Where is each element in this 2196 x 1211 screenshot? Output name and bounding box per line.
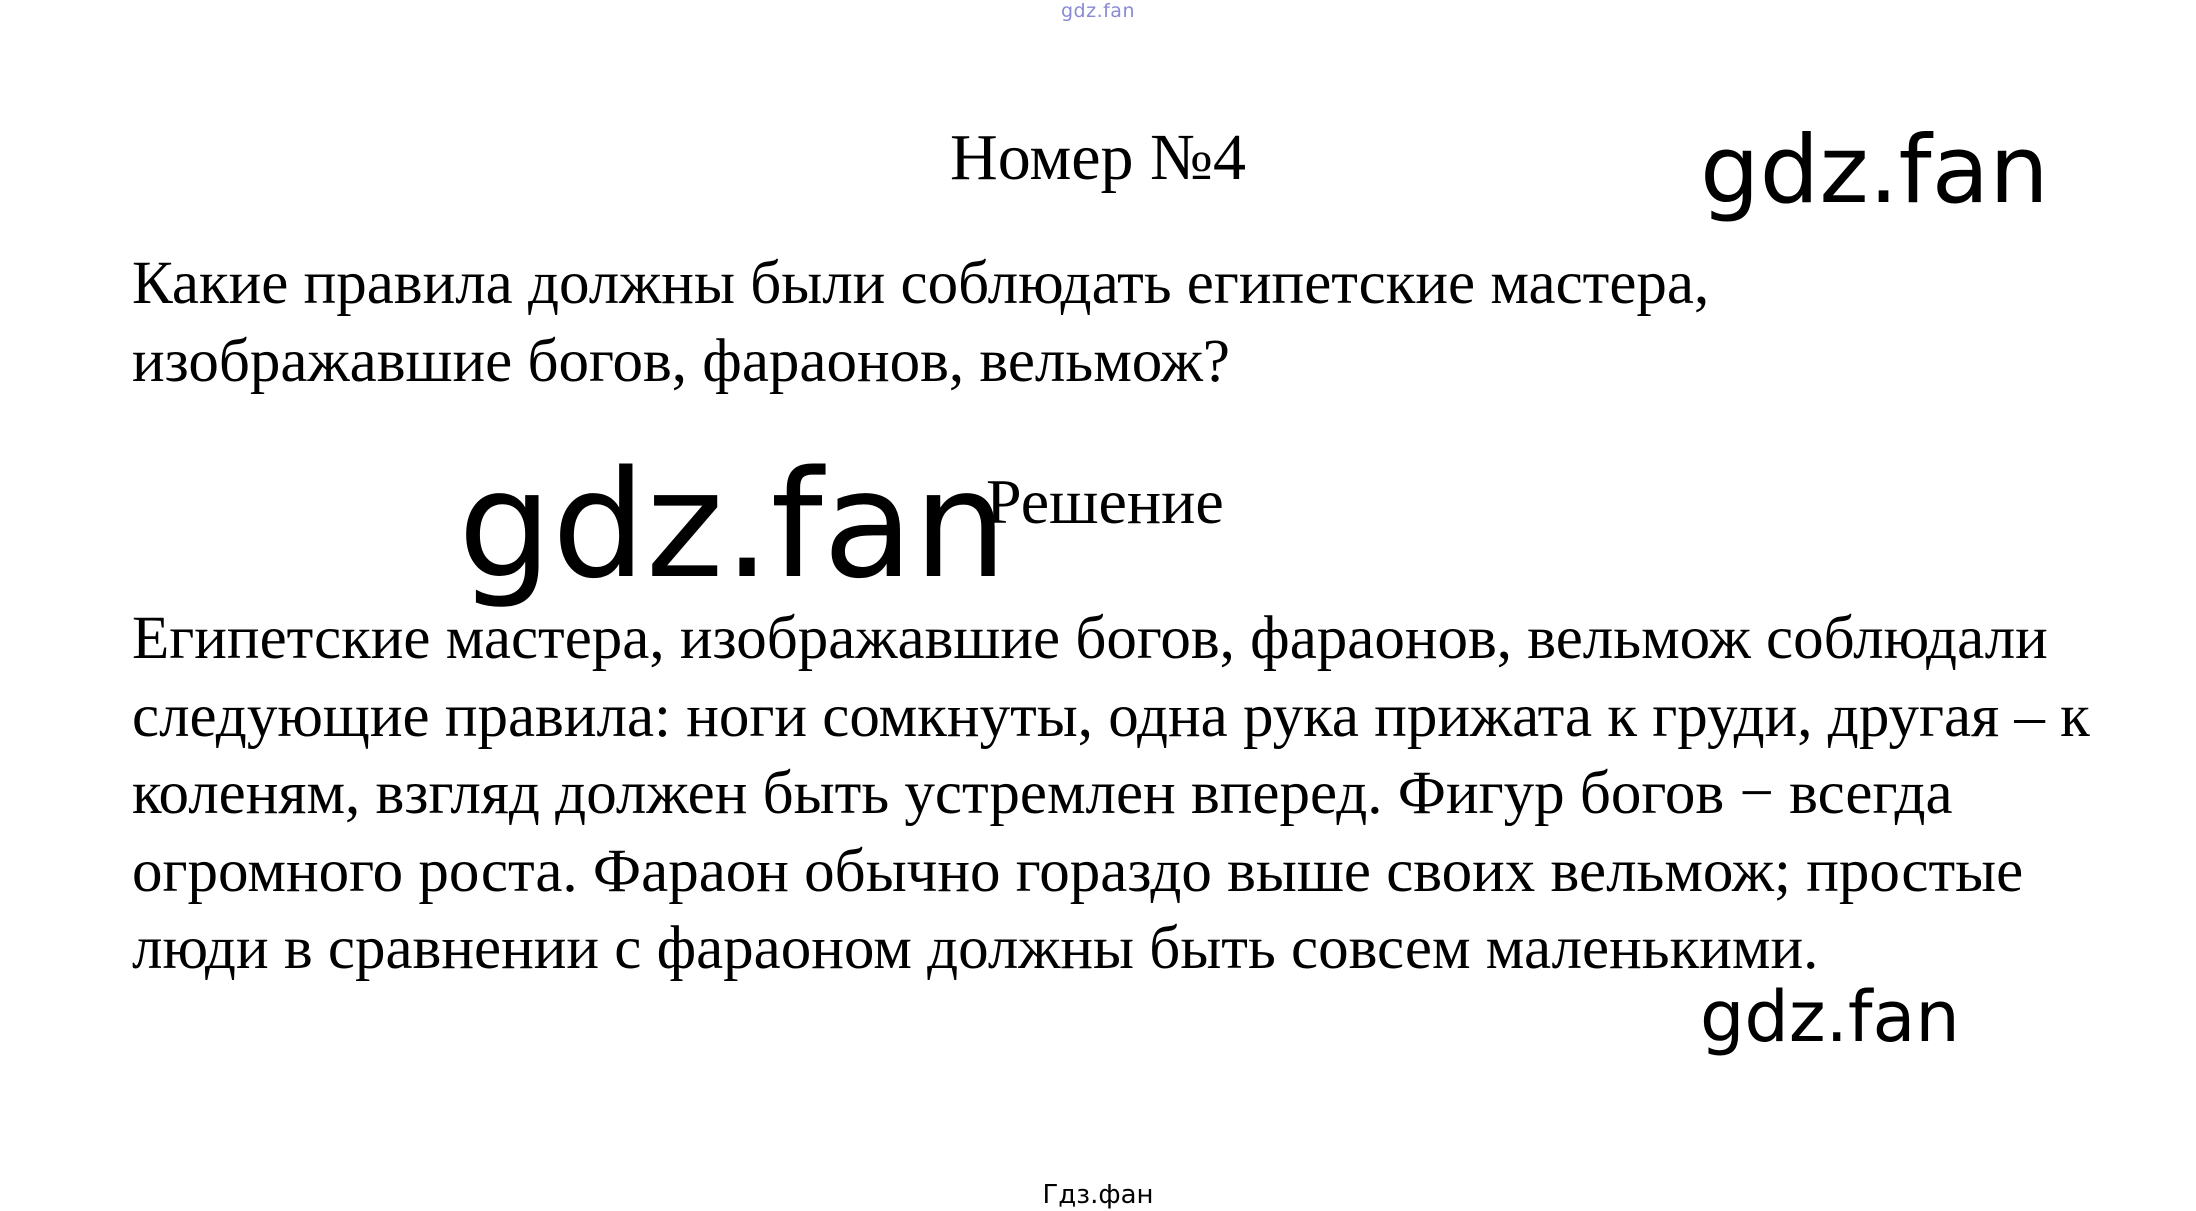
watermark-bottom-right: gdz.fan [1700,976,1960,1058]
footer-text: Гдз.фан [1042,1180,1154,1210]
watermark-middle: gdz.fan [458,439,1008,611]
solution-heading: Решение [986,466,1224,537]
watermark-top-right: gdz.fan [1700,116,2049,225]
question-text: Какие правила должны были соблюдать египетские мастера, изображавшие богов, фараонов, вельмож? [132,250,1710,395]
top-watermark: gdz.fan [1060,0,1135,22]
page-title: Номер №4 [950,121,1246,194]
solution-text: Египетские мастера, изображавшие богов, фараонов, вельмож соблюдали следующие правила: ноги сомкнуты, одна рука прижата к груди, другая – к коленям, взгляд должен быть устремлен вперед. Фигур богов − всегда огромного роста. Фараон обычно гораздо выше своих вельмож; простые люди в сравнении с фараоном должны быть совсем маленькими. [132,605,2090,982]
